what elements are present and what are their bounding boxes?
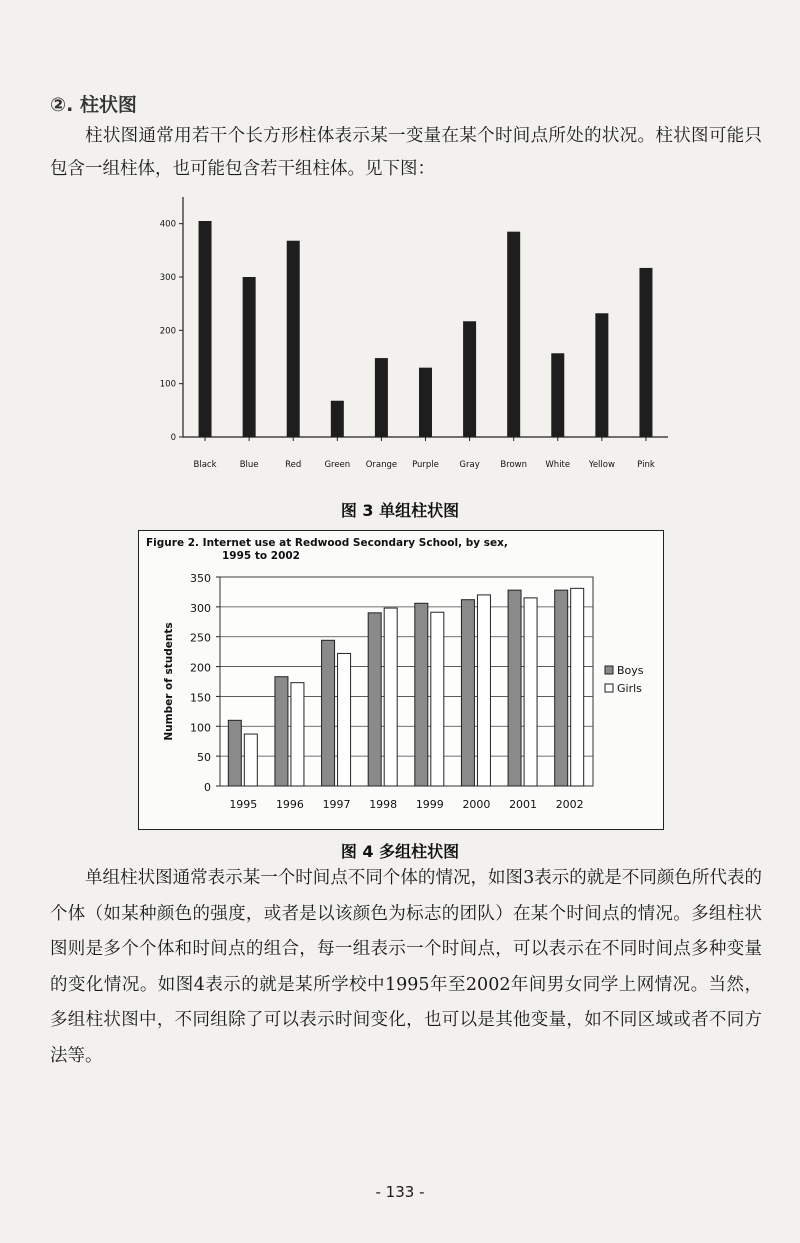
y-tick-label: 0 bbox=[204, 781, 211, 794]
bar-girls bbox=[524, 598, 537, 786]
x-tick-label: 1998 bbox=[369, 798, 398, 811]
y-tick-label: 350 bbox=[190, 572, 211, 585]
multi-group-bar-chart bbox=[138, 530, 662, 828]
page-number: - 133 - bbox=[375, 1183, 425, 1201]
legend-swatch-boys bbox=[605, 666, 613, 674]
bar bbox=[551, 353, 564, 437]
bar-boys bbox=[228, 720, 241, 786]
y-tick-label: 250 bbox=[190, 631, 211, 645]
bar-girls bbox=[431, 612, 444, 786]
x-tick-label: White bbox=[545, 460, 571, 470]
x-tick-label: Brown bbox=[500, 460, 528, 470]
bar bbox=[199, 221, 212, 437]
bar-boys bbox=[322, 640, 335, 786]
bar bbox=[243, 277, 256, 437]
x-tick-label: Green bbox=[324, 460, 351, 470]
bar bbox=[463, 321, 476, 437]
x-tick-label: Gray bbox=[459, 460, 480, 470]
bar bbox=[419, 368, 432, 437]
legend-swatch-girls bbox=[605, 684, 613, 692]
bar-girls bbox=[571, 588, 584, 786]
x-tick-label: Red bbox=[285, 460, 302, 470]
bar bbox=[507, 232, 520, 437]
bar-girls bbox=[338, 653, 351, 786]
y-tick-label: 300 bbox=[190, 601, 211, 615]
y-tick-label: 200 bbox=[190, 661, 211, 675]
x-tick-label: Black bbox=[193, 460, 217, 470]
x-tick-label: 1995 bbox=[229, 798, 258, 811]
bar-boys bbox=[368, 613, 381, 786]
x-tick-label: 1999 bbox=[415, 798, 444, 811]
y-tick-label: 400 bbox=[159, 219, 176, 230]
figure-4-caption: 图 4 多组柱状图 bbox=[340, 842, 460, 861]
y-tick-label: 300 bbox=[159, 273, 176, 283]
x-tick-label: Yellow bbox=[588, 460, 615, 470]
bar-boys bbox=[275, 677, 288, 786]
y-tick-label: 100 bbox=[159, 379, 176, 390]
intro-paragraph: 柱状图通常用若干个长方形柱体表示某一变量在某个时间点所处的状况。柱状图可能只包含一组柱体，也可能包含若干组柱体。见下图： bbox=[50, 126, 762, 179]
x-tick-label: Pink bbox=[637, 460, 655, 470]
chart-title: Figure 2. Internet use at Redwood Secondary School, by sex, bbox=[146, 537, 508, 549]
bar bbox=[375, 358, 388, 437]
figure-3-caption: 图 3 单组柱状图 bbox=[340, 501, 460, 520]
chart-title-line2: 1995 to 2002 bbox=[222, 550, 300, 562]
y-tick-label: 100 bbox=[190, 721, 211, 735]
bar bbox=[639, 268, 652, 437]
x-tick-label: 1996 bbox=[275, 798, 304, 811]
bar-girls bbox=[244, 734, 257, 786]
x-tick-label: 2000 bbox=[462, 798, 491, 811]
x-tick-label: Purple bbox=[412, 460, 439, 470]
body-paragraph: 单组柱状图通常表示某一个时间点不同个体的情况，如图3表示的就是不同颜色所代表的个体（如某种颜色的强度，或者是以该颜色为标志的团队）在某个时间点的情况。多组柱状图则是多个个体和时间点的组合，每一组表示一个时间点，可以表示在不同时间点多种变量的变化情况。如图4表示的就是某所学校中1995年至2002年间男女同学上网情况。当然，多组柱状图中，不同组除了可以表示时间变化，也可以是其他变量，如不同区域或者不同方法等。 bbox=[50, 868, 762, 1066]
y-tick-label: 0 bbox=[170, 433, 176, 443]
x-tick-label: 2001 bbox=[509, 798, 538, 811]
bar-boys bbox=[461, 600, 474, 786]
legend-label-boys: Boys bbox=[617, 664, 644, 677]
bar-boys bbox=[415, 603, 428, 786]
bar-girls bbox=[477, 595, 490, 786]
bar-boys bbox=[555, 590, 568, 786]
y-tick-label: 150 bbox=[190, 691, 211, 705]
bar bbox=[595, 313, 608, 437]
x-tick-label: 2002 bbox=[555, 798, 584, 811]
legend-label-girls: Girls bbox=[617, 682, 642, 695]
bar bbox=[287, 241, 300, 437]
y-tick-label: 200 bbox=[159, 326, 176, 337]
single-group-bar-chart bbox=[0, 190, 800, 490]
x-tick-label: Blue bbox=[239, 460, 259, 470]
x-tick-label: 1997 bbox=[322, 798, 351, 811]
x-tick-label: Orange bbox=[365, 460, 398, 470]
section-heading: ②. 柱状图 bbox=[50, 94, 137, 116]
y-axis-label: Number of students bbox=[163, 622, 175, 741]
y-tick-label: 50 bbox=[197, 751, 211, 765]
bar-girls bbox=[291, 683, 304, 786]
bar bbox=[331, 401, 344, 437]
bar-girls bbox=[384, 608, 397, 786]
bar-boys bbox=[508, 590, 521, 786]
